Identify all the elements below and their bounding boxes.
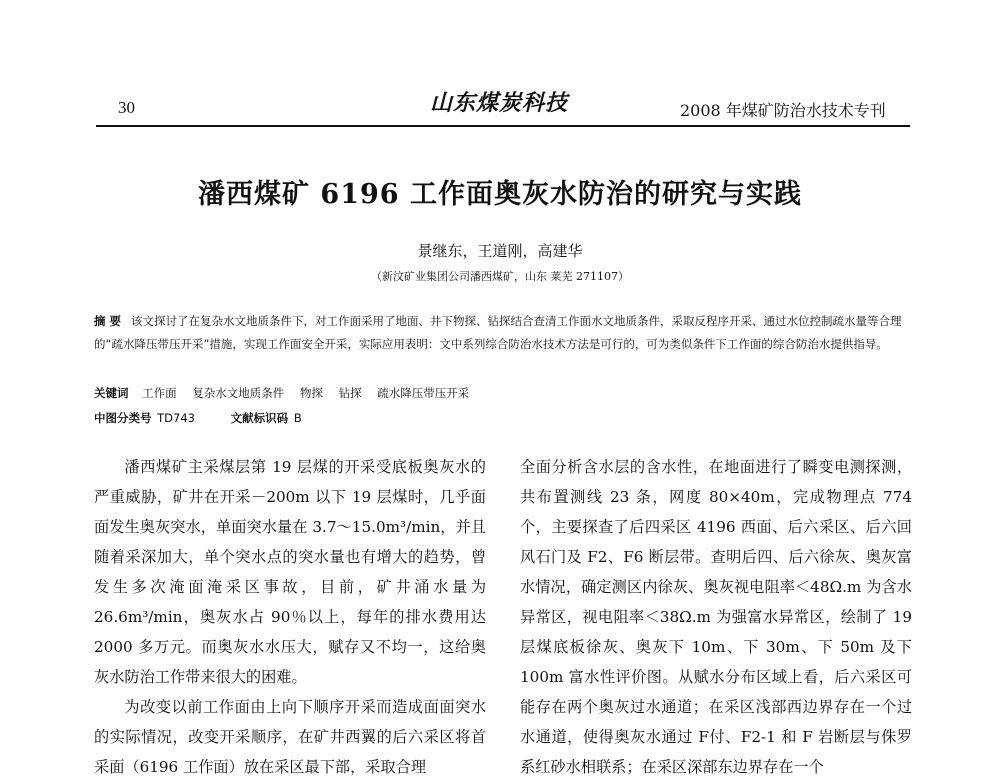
abstract-label: 摘 要 — [94, 314, 122, 328]
body-column-left — [94, 452, 486, 782]
journal-logo: 山东煤炭科技 — [430, 90, 569, 116]
doc-code-value: B — [293, 411, 302, 425]
body-paragraph: 为改变以前工作面由上向下顺序开采而造成面面突水的实际情况，改变开采顺序，在矿井西翼的后六采区将首采面（6196 工作面）放在采区最下部，采取合理 — [94, 698, 486, 776]
special-issue-title: 2008 年煤矿防治水技术专刊 — [680, 101, 886, 120]
keyword: 物探 — [299, 386, 323, 400]
keyword: 工作面 — [142, 386, 177, 400]
keyword: 钻探 — [338, 386, 362, 400]
body-column-right — [520, 452, 912, 782]
keyword: 复杂水文地质条件 — [192, 386, 285, 400]
article-affiliation: （新汶矿业集团公司潘西煤矿，山东 莱芜 271107） — [371, 270, 629, 283]
clc-value: TD743 — [157, 411, 195, 425]
keyword: 疏水降压带压开采 — [377, 386, 470, 400]
abstract — [94, 310, 912, 356]
article-authors: 景继东，王道刚，高建华 — [417, 242, 583, 260]
keywords-label: 关键词 — [94, 386, 129, 400]
clc-label: 中图分类号 — [94, 411, 152, 425]
classification — [94, 410, 912, 426]
page-number: 30 — [118, 98, 135, 117]
keywords — [94, 385, 912, 401]
doc-code-label: 文献标识码 — [230, 411, 289, 425]
body-paragraph: 全面分析含水层的含水性，在地面进行了瞬变电测探测，共布置测线 23 条，网度 80×40m，完成物理点 774 个，主要探查了后四采区 4196 西面、后六采区、后六回风石门及 F2、F6 断层带。查明后四、后六徐灰、奥灰富水情况，确定测区内徐灰、奥灰视电阻率＜48Ω.m 为含水异常区，视电阻率＜38Ω.m 为强富水异常区，绘制了 19 层煤底板徐灰、奥灰下 10m、下 30m、下 50m 及下 100m 富水性评价图。从赋水分布区域上看，后六采区可能存在两个奥灰过水通道；在采区浅部西边界存在一个过水通道，使得奥灰水通过 F付、F2-1 和 F 岩断层与侏罗系红砂水相联系；在采区深部东边界存在一个 — [520, 458, 912, 776]
abstract-text: 该文探讨了在复杂水文地质条件下，对工作面采用了地面、井下物探、钻探结合查清工作面水文地质条件，采取反程序开采、通过水位控制疏水量等合理的“疏水降压带压开采”措施，实现工作面安全开采，实际应用表明：文中系列综合防治水技术方法是可行的，可为类似条件下工作面的综合防治水提供指导。 — [94, 314, 902, 351]
body-paragraph: 潘西煤矿主采煤层第 19 层煤的开采受底板奥灰水的严重威胁，矿井在开采－200m 以下 19 层煤时，几乎面面发生奥灰突水，单面突水量在 3.7～15.0m³/min，并且随着采深加大，单个突水点的突水量也有增大的趋势，曾发生多次淹面淹采区事故，目前，矿井涌水量为 26.6m³/min，奥灰水占 90％以上，每年的排水费用达 2000 多万元。而奥灰水水压大，赋存又不均一，这给奥灰水防治工作带来很大的困难。 — [94, 458, 486, 686]
article-title: 潘西煤矿 6196 工作面奥灰水防治的研究与实践 — [198, 179, 802, 210]
header-rule — [96, 125, 910, 127]
